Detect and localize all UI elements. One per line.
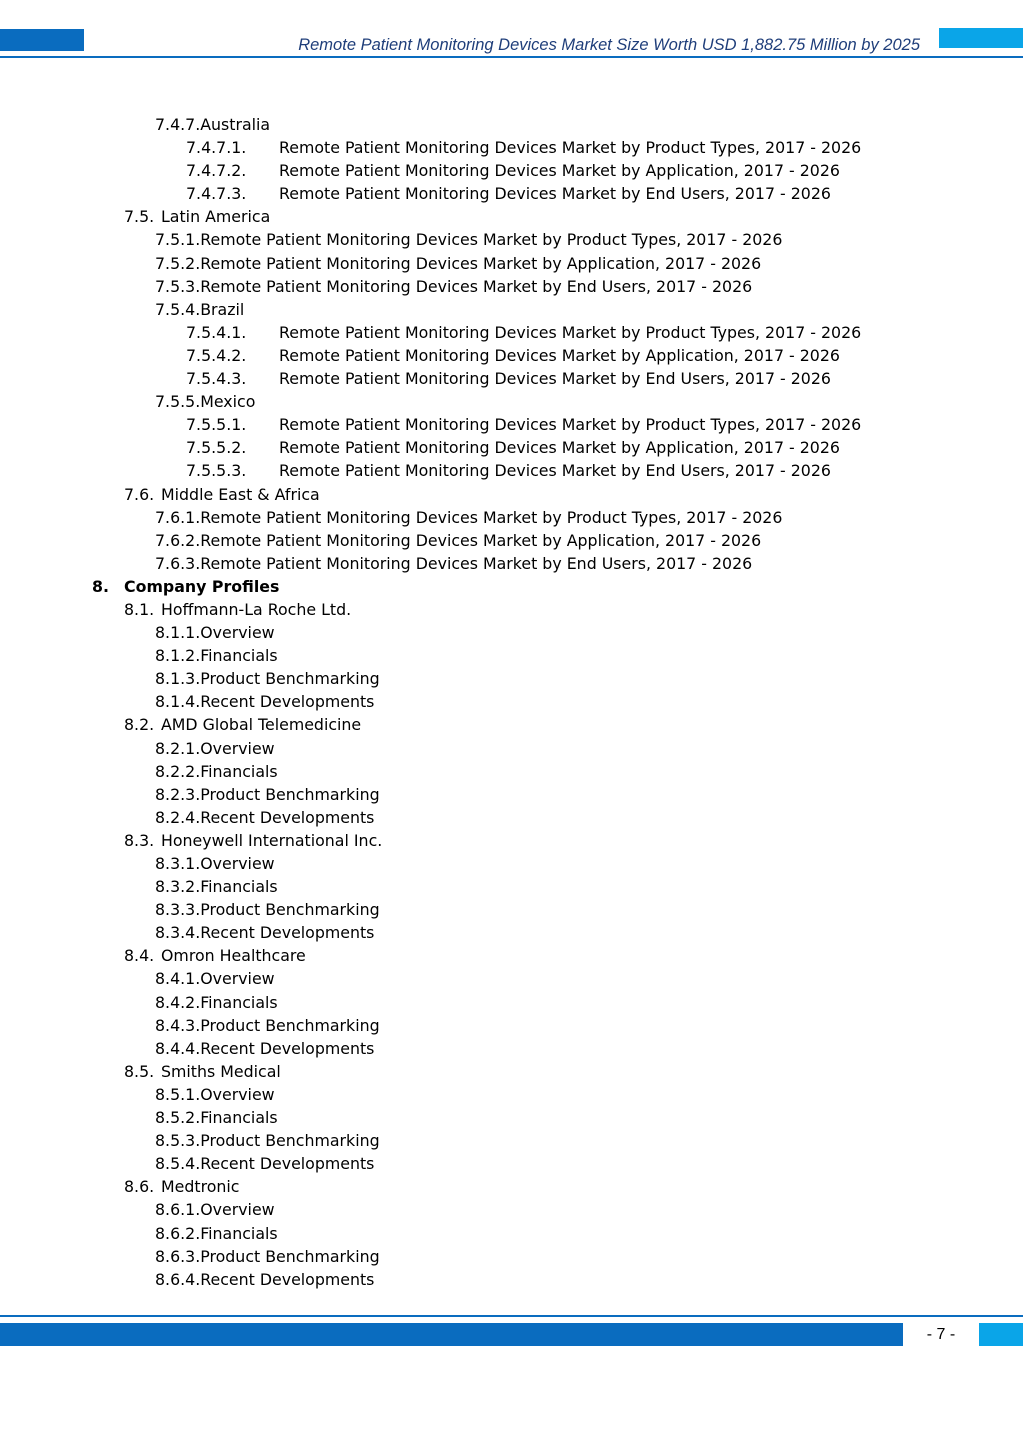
toc-entry: [0, 298, 1023, 321]
toc-entry: [0, 898, 1023, 921]
toc-entry-label: 7.5.1.Remote Patient Monitoring Devices Market by Product Types, 2017 - 2026: [155, 230, 783, 250]
toc-entry-title: Middle East & Africa: [161, 484, 320, 504]
toc-entry-label: 8.4.4.Recent Developments: [155, 1038, 375, 1058]
toc-entry-label: 8.6.1.Overview: [155, 1200, 275, 1220]
toc-entry: [0, 598, 1023, 621]
toc-entry-number: 7.5.4.3.: [186, 369, 247, 389]
toc-entry-number: 7.5.: [124, 207, 155, 227]
toc-entry: [0, 252, 1023, 275]
toc-entry: [0, 967, 1023, 990]
toc-entry-label: 8.3.3.Product Benchmarking: [155, 900, 380, 920]
toc-entry-label: 7.6.1.Remote Patient Monitoring Devices Market by Product Types, 2017 - 2026: [155, 507, 783, 527]
toc-entry: [0, 806, 1023, 829]
toc-entry-label: 8.2.1.Overview: [155, 738, 275, 758]
toc-entry-label: 8.2.4.Recent Developments: [155, 807, 375, 827]
toc-entry: [0, 829, 1023, 852]
toc-entry-label: 8.4.3.Product Benchmarking: [155, 1015, 380, 1035]
toc-entry: [0, 529, 1023, 552]
toc-entry-number: 7.5.5.2.: [186, 438, 247, 458]
toc-entry-title: Hoffmann-La Roche Ltd.: [161, 599, 352, 619]
toc-entry-label: 8.3.1.Overview: [155, 854, 275, 873]
toc-entry-label: 8.3.2.Financials: [155, 877, 278, 897]
toc-entry: [0, 1222, 1023, 1245]
toc-entry: [0, 483, 1023, 506]
toc-entry: [0, 413, 1023, 436]
toc-entry: [0, 275, 1023, 298]
toc-entry-label: 8.1.4.Recent Developments: [155, 692, 375, 712]
toc-entry: [0, 1014, 1023, 1037]
toc-entry-label: 7.5.4.Brazil: [155, 299, 245, 319]
toc-entry: [0, 436, 1023, 459]
toc-entry: [0, 944, 1023, 967]
toc-entry-number: 7.5.4.1.: [186, 322, 247, 342]
toc-entry-title: Remote Patient Monitoring Devices Market by Application, 2017 - 2026: [279, 161, 840, 181]
toc-entry-title: Remote Patient Monitoring Devices Market by End Users, 2017 - 2026: [279, 369, 831, 389]
toc-entry-number: 8.5.: [124, 1061, 155, 1081]
toc-entry-label: 8.1.2.Financials: [155, 646, 278, 666]
toc-entry-number: 7.5.5.1.: [186, 415, 247, 435]
toc-entry-number: 7.5.4.2.: [186, 345, 247, 365]
toc-entry-label: 8.5.1.Overview: [155, 1084, 275, 1104]
toc-entry: [0, 459, 1023, 482]
toc-entry-label: 7.5.3.Remote Patient Monitoring Devices Market by End Users, 2017 - 2026: [155, 276, 753, 296]
toc-entry: [0, 1106, 1023, 1129]
toc-entry-title: Remote Patient Monitoring Devices Market by Product Types, 2017 - 2026: [279, 415, 862, 435]
toc-entry-title: Remote Patient Monitoring Devices Market by Application, 2017 - 2026: [279, 438, 840, 458]
toc-entry: [0, 760, 1023, 783]
toc-entry-title: Company Profiles: [124, 576, 280, 596]
header-left-accent-bar: [0, 29, 84, 51]
header-title: Remote Patient Monitoring Devices Market Size Worth USD 1,882.75 Million by 2025: [298, 36, 920, 54]
toc-entry-label: 8.2.2.Financials: [155, 761, 278, 781]
toc-entry-title: Remote Patient Monitoring Devices Market by Product Types, 2017 - 2026: [279, 138, 862, 158]
toc-entry: [0, 182, 1023, 205]
toc-entry-number: 8.6.: [124, 1177, 155, 1197]
toc-entry: [0, 1198, 1023, 1221]
toc-entry-number: 8.2.: [124, 715, 155, 735]
toc-entry: [0, 228, 1023, 251]
toc-entry-title: Remote Patient Monitoring Devices Market by Application, 2017 - 2026: [279, 345, 840, 365]
footer-rule: [0, 1315, 1023, 1317]
toc-entry: [0, 1037, 1023, 1060]
toc-entry-label: 7.6.3.Remote Patient Monitoring Devices Market by End Users, 2017 - 2026: [155, 553, 753, 573]
toc-entry-label: 8.2.3.Product Benchmarking: [155, 784, 380, 804]
table-of-contents: [0, 113, 1023, 1291]
toc-entry-number: 8.: [92, 576, 109, 596]
toc-entry-number: 8.3.: [124, 830, 155, 850]
toc-entry: [0, 367, 1023, 390]
toc-entry-label: 8.6.3.Product Benchmarking: [155, 1246, 380, 1266]
toc-entry: [0, 621, 1023, 644]
toc-entry-label: 8.5.3.Product Benchmarking: [155, 1131, 380, 1151]
toc-entry-label: 8.1.3.Product Benchmarking: [155, 669, 380, 689]
toc-entry: [0, 875, 1023, 898]
toc-entry: [0, 644, 1023, 667]
toc-entry-number: 7.4.7.2.: [186, 161, 247, 181]
header-right-accent-bar: [939, 28, 1023, 48]
toc-entry: [0, 1152, 1023, 1175]
header-rule: [0, 56, 1023, 58]
toc-entry-label: 7.5.5.Mexico: [155, 392, 256, 412]
toc-entry: [0, 205, 1023, 228]
toc-entry: [0, 1083, 1023, 1106]
toc-entry: [0, 1060, 1023, 1083]
toc-entry-label: 8.1.1.Overview: [155, 623, 275, 643]
toc-entry: [0, 1129, 1023, 1152]
toc-entry: [0, 136, 1023, 159]
toc-entry: [0, 506, 1023, 529]
page-number: - 7 -: [926, 1326, 956, 1343]
toc-entry: [0, 713, 1023, 736]
toc-entry-number: 7.4.7.1.: [186, 138, 247, 158]
footer-right-accent-bar: [979, 1323, 1023, 1346]
toc-entry-number: 7.5.5.3.: [186, 461, 247, 481]
toc-entry-number: 8.4.: [124, 946, 155, 966]
toc-entry-title: Remote Patient Monitoring Devices Market by End Users, 2017 - 2026: [279, 184, 831, 204]
toc-entry: [0, 1245, 1023, 1268]
toc-entry-label: 8.6.4.Recent Developments: [155, 1269, 375, 1289]
toc-entry-label: 7.4.7.Australia: [155, 115, 271, 134]
toc-entry: [0, 690, 1023, 713]
toc-entry: [0, 737, 1023, 760]
toc-entry-title: AMD Global Telemedicine: [161, 715, 362, 735]
toc-entry: [0, 575, 1023, 598]
footer-accent-bar: [0, 1323, 903, 1346]
toc-entry-title: Smiths Medical: [161, 1061, 281, 1081]
toc-entry: [0, 1268, 1023, 1291]
toc-entry: [0, 852, 1023, 875]
toc-entry: [0, 390, 1023, 413]
toc-entry-label: 8.3.4.Recent Developments: [155, 923, 375, 943]
toc-entry-number: 8.1.: [124, 599, 155, 619]
toc-entry-label: 8.5.2.Financials: [155, 1108, 278, 1128]
toc-entry-title: Medtronic: [161, 1177, 240, 1197]
toc-entry: [0, 113, 1023, 136]
toc-entry: [0, 667, 1023, 690]
toc-entry: [0, 159, 1023, 182]
toc-entry: [0, 321, 1023, 344]
toc-entry-title: Remote Patient Monitoring Devices Market by End Users, 2017 - 2026: [279, 461, 831, 481]
toc-entry-number: 7.4.7.3.: [186, 184, 247, 204]
toc-entry-title: Latin America: [161, 207, 271, 227]
toc-entry-title: Omron Healthcare: [161, 946, 306, 966]
toc-entry: [0, 783, 1023, 806]
toc-entry: [0, 921, 1023, 944]
toc-entry-title: Honeywell International Inc.: [161, 830, 383, 850]
toc-entry-label: 8.5.4.Recent Developments: [155, 1154, 375, 1174]
toc-entry-label: 7.6.2.Remote Patient Monitoring Devices Market by Application, 2017 - 2026: [155, 530, 762, 550]
toc-entry: [0, 991, 1023, 1014]
toc-entry-number: 7.6.: [124, 484, 155, 504]
toc-entry-label: 8.4.2.Financials: [155, 992, 278, 1012]
toc-entry: [0, 344, 1023, 367]
toc-entry: [0, 552, 1023, 575]
toc-entry-label: 8.6.2.Financials: [155, 1223, 278, 1243]
toc-entry-label: 7.5.2.Remote Patient Monitoring Devices Market by Application, 2017 - 2026: [155, 253, 762, 273]
toc-entry: [0, 1175, 1023, 1198]
toc-entry-title: Remote Patient Monitoring Devices Market by Product Types, 2017 - 2026: [279, 322, 862, 342]
toc-entry-label: 8.4.1.Overview: [155, 969, 275, 989]
